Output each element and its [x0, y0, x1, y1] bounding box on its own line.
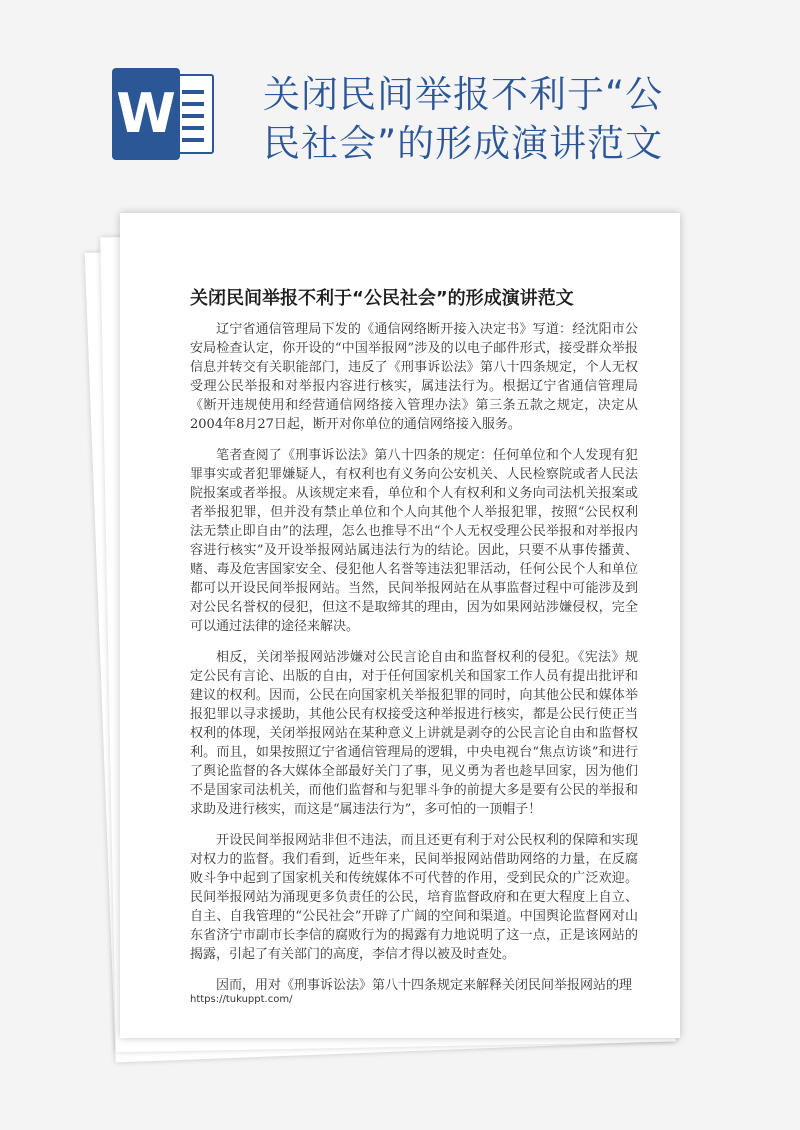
document-title: 关闭民间举报不利于“公民社会”的形成演讲范文: [190, 288, 574, 309]
paragraph: 开设民间举报网站非但不违法，而且还更有利于对公民权利的保障和实现对权力的监督。我们看到，近些年来，民间举报网站借助网络的力量，在反腐败斗争中起到了国家机关和传统媒体不可代替的作用，受到民众的广泛欢迎。民间举报网站为涌现更多负责任的公民，培育监督政府和在更大程度上自立、自主、自我管理的“公民社会”开辟了广阔的空间和渠道。中国舆论监督网对山东省济宁市副市长李信的腐败行为的揭露有力地说明了这一点，正是该网站的揭露，引起了有关部门的高度，李信才得以被及时查处。: [190, 833, 638, 962]
footer-url: https://tukuppt.com/: [190, 994, 293, 1005]
paragraph: 笔者查阅了《刑事诉讼法》第八十四条的规定：任何单位和个人发现有犯罪事实或者犯罪嫌疑人，有权利也有义务向公安机关、人民检察院或者人民法院报案或者举报。从该规定来看，单位和个人有权利和义务向司法机关报案或者举报犯罪，但并没有禁止单位和个人向其他个人举报犯罪，按照“公民权利法无禁止即自由”的法理，怎么也推导不出“个人无权受理公民举报和对举报内容进行核实”及开设举报网站属违法行为的结论。因此，只要不从事传播黄、赌、毒及危害国家安全、侵犯他人名誉等违法犯罪活动，任何公民个人和单位都可以开设民间举报网站。当然，民间举报网站在从事监督过程中可能涉及到对公民名誉权的侵犯，但这不是取缔其的理由，因为如果网站涉嫌侵权，完全可以通过法律的途径来解决。: [190, 448, 638, 634]
word-document-icon: W: [112, 68, 180, 160]
document-body: [190, 320, 638, 1007]
paragraph: 相反，关闭举报网站涉嫌对公民言论自由和监督权利的侵犯。《宪法》规定公民有言论、出版的自由，对于任何国家机关和国家工作人员有提出批评和建议的权利。因而，公民在向国家机关举报犯罪的同时，向其他公民和媒体举报犯罪以寻求援助，其他公民有权接受这种举报进行核实，都是公民行使正当权利的体现，关闭举报网站在某种意义上讲就是剥夺的公民言论自由和监督权利。而且，如果按照辽宁省通信管理局的逻辑，中央电视台“焦点访谈”和进行了舆论监督的各大媒体全部最好关门了事，见义勇为者也趁早回家，因为他们不是国家司法机关，而他们监督和与犯罪斗争的前提大多是要有公民的举报和求助及进行核实，而这是“属违法行为”，多可怕的一顶帽子！: [190, 650, 638, 817]
page-title: 关闭民间举报不利于“公民社会”的形成演讲范文: [263, 73, 664, 165]
paragraph: 因而，用对《刑事诉讼法》第八十四条规定来解释关闭民间举报网站的理: [216, 978, 633, 993]
document-page: [120, 213, 680, 1038]
paragraph: 辽宁省通信管理局下发的《通信网络断开接入决定书》写道：经沈阳市公安局检查认定，你开设的“中国举报网”涉及的以电子邮件形式，接受群众举报信息并转交有关职能部门，违反了《刑事诉讼法》第八十四条规定，个人无权受理公民举报和对举报内容进行核实，属违法行为。根据辽宁省通信管理局《断开违规使用和经营通信网络接入管理办法》第三条五款之规定，决定从2004年8月27日起，断开对你单位的通信网络接入服务。: [190, 322, 638, 432]
word-logo: [112, 68, 216, 160]
